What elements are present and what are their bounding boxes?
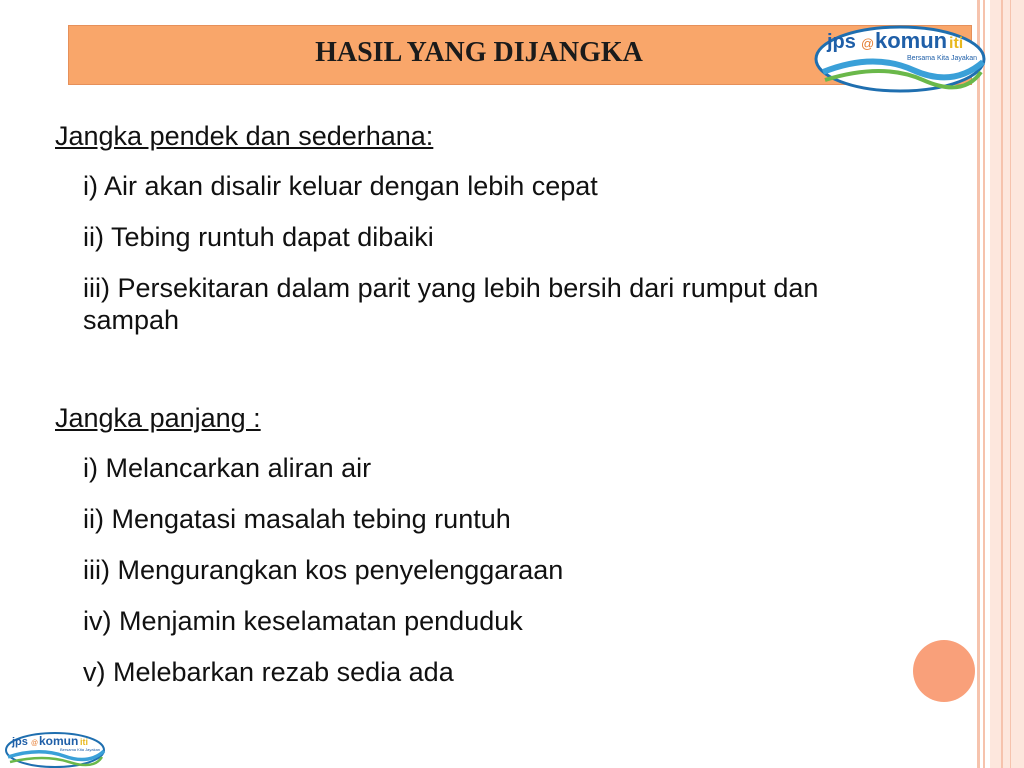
svg-text:jps: jps (12, 736, 28, 748)
long-term-item: iii) Mengurangkan kos penyelenggaraan (83, 555, 564, 585)
short-term-heading: Jangka pendek dan sederhana: (55, 121, 434, 151)
svg-text:iti: iti (949, 35, 964, 52)
decorative-stripe (990, 0, 1024, 768)
svg-text:Bersama Kita Jayakan: Bersama Kita Jayakan (907, 55, 978, 62)
slide-content (55, 120, 915, 688)
short-term-item: i) Air akan disalir keluar dengan lebih cepat (83, 171, 598, 201)
short-term-item: ii) Tebing runtuh dapat dibaiki (83, 222, 434, 252)
decorative-stripe (1001, 0, 1003, 768)
decorative-circle (913, 640, 975, 702)
svg-text:@: @ (31, 740, 39, 747)
svg-text:Bersama Kita Jayakan: Bersama Kita Jayakan (60, 747, 101, 752)
svg-text:@: @ (861, 36, 875, 51)
decorative-stripe (983, 0, 985, 768)
long-term-item: ii) Mengatasi masalah tebing runtuh (83, 504, 511, 534)
short-term-item: iii) Persekitaran dalam parit yang lebih bersih dari rumput dan sampah (83, 273, 819, 335)
long-term-item: v) Melebarkan rezab sedia ada (83, 657, 454, 687)
slide-title: HASIL YANG DIJANGKA (315, 37, 643, 68)
decorative-stripe (1010, 0, 1011, 768)
long-term-item: iv) Menjamin keselamatan penduduk (83, 606, 523, 636)
jps-komuniti-logo (813, 22, 988, 94)
svg-text:iti: iti (80, 737, 88, 747)
long-term-item: i) Melancarkan aliran air (83, 453, 372, 483)
decorative-stripe (977, 0, 980, 768)
svg-text:jps: jps (827, 31, 856, 53)
svg-text:komun: komun (39, 734, 79, 748)
svg-text:komun: komun (875, 28, 948, 53)
long-term-heading: Jangka panjang : (55, 403, 261, 433)
jps-komuniti-logo-small (4, 730, 106, 768)
